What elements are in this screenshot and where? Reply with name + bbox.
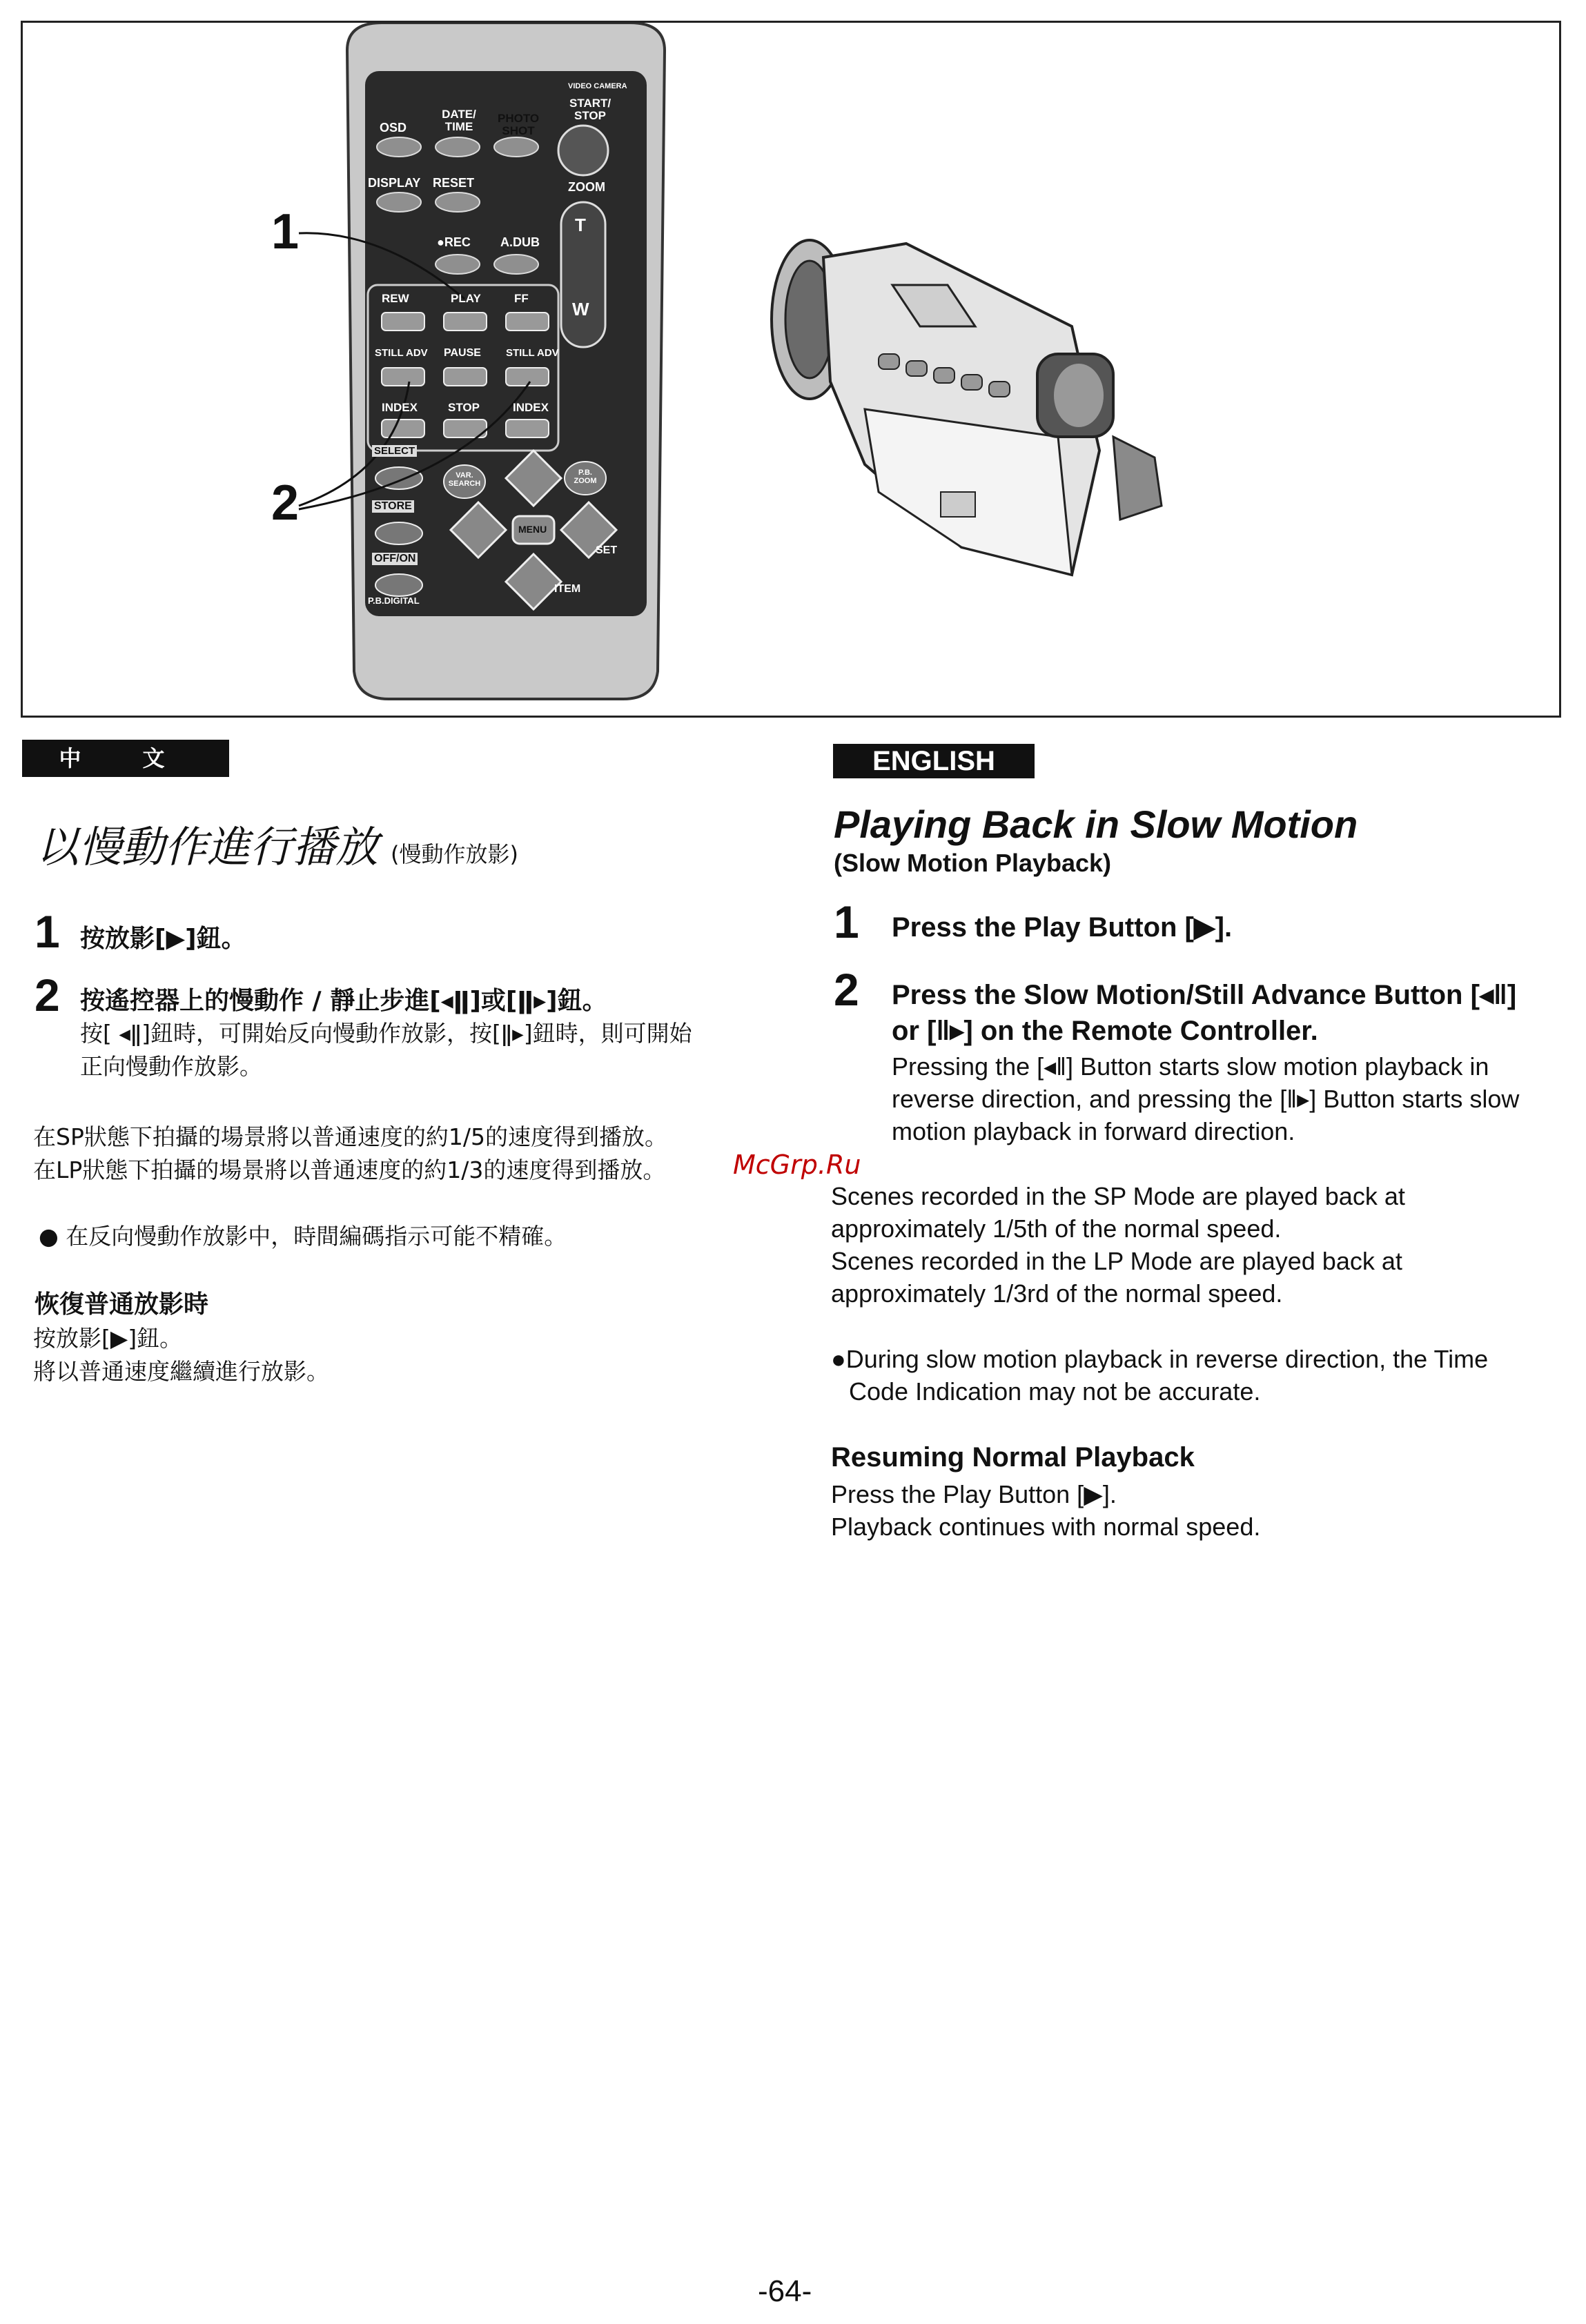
chinese-lp-mode-line: 在LP狀態下拍攝的場景將以普通速度的約1/3的速度得到播放。 <box>33 1156 666 1183</box>
chinese-step-1-number: 1 <box>35 906 60 957</box>
english-resume-line-1: Press the Play Button [▶]. <box>831 1480 1117 1508</box>
chinese-step-2-detail-line-2: 正向慢動作放影。 <box>80 1053 262 1080</box>
callout-1: 1 <box>271 204 300 259</box>
english-lp-mode-line-1: Scenes recorded in the LP Mode are played back at <box>831 1247 1402 1275</box>
zoom-t-label: T <box>575 215 586 235</box>
a-dub-label: A.DUB <box>500 235 540 249</box>
english-resume-line-2: Playback continues with normal speed. <box>831 1513 1261 1541</box>
chinese-step-2-detail-line-1: 按[ ◂ǁ]鈕時，可開始反向慢動作放影，按[ǁ▸]鈕時，則可開始 <box>80 1020 692 1047</box>
english-subtitle: (Slow Motion Playback) <box>834 849 1112 877</box>
still-adv-right-label: STILL ADV <box>506 347 559 359</box>
chinese-resume-line-1: 按放影[▶]鈕。 <box>33 1325 183 1352</box>
zoom-label: ZOOM <box>568 180 605 194</box>
zoom-w-label: W <box>572 299 589 319</box>
english-step-2-number: 2 <box>834 964 859 1015</box>
watermark: McGrp.Ru <box>733 1150 861 1180</box>
english-note-line-2: Code Indication may not be accurate. <box>849 1377 1261 1406</box>
still-adv-left-label: STILL ADV <box>375 347 428 359</box>
remote-labels <box>23 23 1559 716</box>
chinese-subtitle: (慢動作放影) <box>391 841 518 867</box>
chinese-title-text: 以慢動作進行播放 <box>36 822 379 872</box>
english-resume-heading: Resuming Normal Playback <box>831 1442 1195 1473</box>
start-stop-label: START/ STOP <box>569 97 611 122</box>
reset-label: RESET <box>433 176 475 190</box>
pause-label: PAUSE <box>444 347 481 359</box>
off-on-label: OFF/ON <box>372 553 418 565</box>
chinese-note: ● 在反向慢動作放影中，時間編碼指示可能不精確。 <box>39 1223 567 1250</box>
english-step-1-number: 1 <box>834 896 859 947</box>
chinese-section-tab: 中 文 <box>22 740 229 777</box>
illustration-frame <box>21 21 1561 718</box>
callout-2: 2 <box>271 475 300 531</box>
chinese-step-2-number: 2 <box>35 969 60 1021</box>
chinese-step-2-text: 按遙控器上的慢動作 / 靜止步進[◂ǁ]或[ǁ▸]鈕。 <box>80 987 607 1015</box>
english-sp-mode-line-1: Scenes recorded in the SP Mode are played back at <box>831 1182 1405 1210</box>
english-step-1-text: Press the Play Button [▶]. <box>892 912 1233 943</box>
stop-label: STOP <box>448 401 480 414</box>
menu-label: MENU <box>518 524 547 535</box>
display-label: DISPLAY <box>368 176 421 190</box>
chinese-sp-mode-line: 在SP狀態下拍攝的場景將以普通速度的約1/5的速度得到播放。 <box>33 1123 667 1150</box>
index-right-label: INDEX <box>513 401 549 414</box>
item-label: ITEM <box>554 583 581 595</box>
english-lp-mode-line-2: approximately 1/3rd of the normal speed. <box>831 1279 1283 1308</box>
english-step-2-detail-line-1: Pressing the [◂ǁ] Button starts slow motion playback in <box>892 1052 1489 1081</box>
pb-zoom-label: P.B. ZOOM <box>574 469 597 485</box>
english-section-tab: ENGLISH <box>833 744 1035 778</box>
ff-label: FF <box>514 292 529 305</box>
english-step-2-text-line-2: or [ǁ▸] on the Remote Controller. <box>892 1016 1318 1046</box>
english-title: Playing Back in Slow Motion <box>834 802 1358 846</box>
english-sp-mode-line-2: approximately 1/5th of the normal speed. <box>831 1214 1282 1243</box>
play-label: PLAY <box>451 292 481 305</box>
date-time-label: DATE/ TIME <box>442 108 476 133</box>
english-step-2-detail-line-2: reverse direction, and pressing the [ǁ▸] Button starts slow <box>892 1085 1520 1113</box>
store-label: STORE <box>372 500 414 513</box>
photo-shot-label: PHOTO SHOT <box>498 112 540 137</box>
set-label: SET <box>596 544 618 556</box>
rew-label: REW <box>382 292 409 305</box>
index-left-label: INDEX <box>382 401 418 414</box>
english-step-2-text-line-1: Press the Slow Motion/Still Advance Button [◂ǁ] <box>892 980 1517 1010</box>
select-label: SELECT <box>372 445 417 457</box>
chinese-step-1-text: 按放影[▶]鈕。 <box>80 925 246 953</box>
page-number: -64- <box>758 2274 812 2308</box>
osd-label: OSD <box>380 121 407 135</box>
english-note-line-1: ●During slow motion playback in reverse direction, the Time <box>831 1345 1489 1373</box>
pb-digital-label: P.B.DIGITAL <box>368 595 420 606</box>
remote-brand-label: VIDEO CAMERA <box>568 82 627 90</box>
chinese-resume-line-2: 將以普通速度繼續進行放影。 <box>33 1358 329 1385</box>
rec-label: ●REC <box>437 235 471 249</box>
english-step-2-detail-line-3: motion playback in forward direction. <box>892 1117 1295 1145</box>
var-search-label: VAR. SEARCH <box>448 471 481 488</box>
chinese-resume-heading: 恢復普通放影時 <box>35 1290 209 1319</box>
chinese-title <box>36 813 518 874</box>
